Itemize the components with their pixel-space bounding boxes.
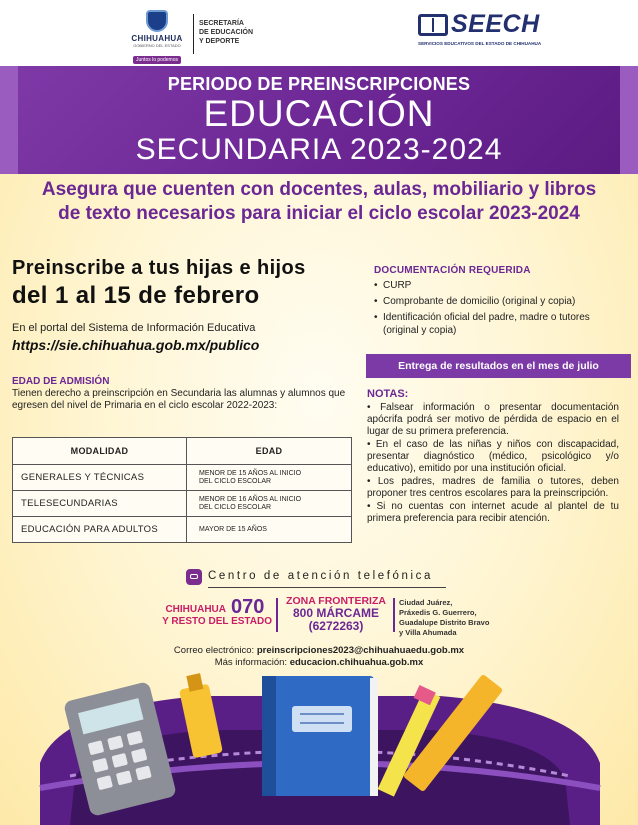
table-row xyxy=(13,491,352,517)
table-header-row xyxy=(13,438,352,465)
table-row xyxy=(13,517,352,543)
chihuahua-subtitle: GOBIERNO DEL ESTADO xyxy=(133,43,181,48)
list-item: • Identificación oficial del padre, madre o tutores (original y copia) xyxy=(374,311,624,337)
marcame-label: 800 MÁRCAME xyxy=(292,606,379,620)
notebook-spine xyxy=(262,676,276,796)
ciudad: Ciudad Juárez, xyxy=(399,598,453,607)
school-supplies-illustration xyxy=(0,668,638,825)
book-icon xyxy=(418,14,448,36)
ciudad: Guadalupe Distrito Bravo xyxy=(399,618,490,627)
modalidad-cell: EDUCACIÓN PARA ADULTOS xyxy=(13,517,187,543)
seech-name: SEECH xyxy=(451,10,540,38)
centro-underline xyxy=(208,587,446,588)
edad-text: Tienen derecho a preinscripción en Secundaria las alumnas y alumnos que egresen del nivel de Primaria en el ciclo escolar 2022-2023: xyxy=(12,388,346,411)
ciudades-list xyxy=(399,598,489,638)
secretaria-line2: DE EDUCACIÓN xyxy=(199,29,254,36)
edad-cell xyxy=(187,465,352,491)
header xyxy=(0,0,638,66)
divider xyxy=(393,598,395,632)
preinscribe-heading: Preinscribe a tus hijas e hijos xyxy=(12,257,306,279)
centro-title: Centro de atención telefónica xyxy=(208,570,434,582)
chihuahua-name: CHIHUAHUA xyxy=(131,34,183,43)
notebook-pages xyxy=(370,678,378,796)
phone-800 xyxy=(280,607,392,633)
documentacion-list xyxy=(374,279,624,340)
documentacion-title: DOCUMENTACIÓN REQUERIDA xyxy=(374,265,531,276)
edad-cell-line2: DEL CICLO ESCOLAR xyxy=(199,477,272,485)
phone-070: 070 xyxy=(231,596,265,618)
chihuahua-label: CHIHUAHUA xyxy=(165,604,226,615)
table-header: MODALIDAD xyxy=(13,438,187,465)
banner-period: PERIODO DE PREINSCRIPCIONES xyxy=(167,74,471,94)
edad-title: EDAD DE ADMISIÓN xyxy=(12,376,110,387)
edad-cell-line2: DEL CICLO ESCOLAR xyxy=(199,503,272,511)
shield-icon xyxy=(146,10,168,32)
ciudad: y Villa Ahumada xyxy=(399,628,457,637)
portal-url-link[interactable]: https://sie.chihuahua.gob.mx/publico xyxy=(12,337,260,353)
divider xyxy=(276,598,278,632)
ciudad: Práxedis G. Guerrero, xyxy=(399,608,477,617)
header-divider xyxy=(193,14,194,54)
notebook xyxy=(262,676,374,796)
admission-table xyxy=(12,437,352,543)
table-header: EDAD xyxy=(187,438,352,465)
resto-label: Y RESTO DEL ESTADO xyxy=(162,616,272,627)
title-banner xyxy=(0,66,638,174)
edad-cell-line1: MAYOR DE 15 AÑOS xyxy=(199,525,267,533)
notas-list xyxy=(367,402,619,526)
list-item: • Si no cuentas con internet acude al plantel de tu primera preferencia para recibir atención. xyxy=(367,501,619,524)
info-label: Más información: xyxy=(214,657,288,668)
notas-title: NOTAS: xyxy=(367,388,409,400)
zona-label: ZONA FRONTERIZA xyxy=(286,595,386,607)
website-link[interactable]: educacion.chihuahua.gob.mx xyxy=(289,657,424,668)
tagline xyxy=(20,178,618,226)
banner-education: EDUCACIÓN xyxy=(203,93,435,134)
list-item: • En el caso de las niñas y niños con discapacidad, presentar diagnóstico (médico, psicológico y/o educativo), emitido por una institución oficial. xyxy=(367,439,619,474)
notebook-label xyxy=(292,706,352,732)
chihuahua-logo xyxy=(124,10,190,63)
secretaria-line1: SECRETARÍA xyxy=(199,20,244,27)
banner-level: SECUNDARIA 2023-2024 xyxy=(135,133,503,166)
correo-label: Correo electrónico: xyxy=(173,645,255,656)
secretaria-text xyxy=(199,19,253,46)
entrega-banner: Entrega de resultados en el mes de julio xyxy=(366,354,631,378)
portal-text: En el portal del Sistema de Información Educativa xyxy=(12,322,256,334)
preinscribe-dates: del 1 al 15 de febrero xyxy=(12,282,260,309)
tagline-line1: Asegura que cuenten con docentes, aulas, mobiliario y libros xyxy=(41,179,597,200)
list-item: • Falsear información o presentar documentación apócrifa podrá ser motivo de pérdida de espacio en el lugar de su primera preferencia. xyxy=(367,402,619,437)
tagline-line2: de texto necesarios para iniciar el ciclo escolar 2023-2024 xyxy=(58,203,580,224)
list-item: • CURP xyxy=(374,279,624,292)
edad-cell-line1: MENOR DE 15 AÑOS AL INICIO xyxy=(199,469,302,477)
modalidad-cell: TELESECUNDARIAS xyxy=(13,491,187,517)
contact-info xyxy=(0,645,638,669)
table-row xyxy=(13,465,352,491)
phone-icon xyxy=(186,569,202,585)
seech-logo xyxy=(418,10,566,54)
chihuahua-slogan: Juntos lo podemos xyxy=(133,56,181,64)
edad-cell xyxy=(187,517,352,543)
marcame-number: (6272263) xyxy=(308,619,364,633)
edad-cell xyxy=(187,491,352,517)
modalidad-cell: GENERALES Y TÉCNICAS xyxy=(13,465,187,491)
seech-subtitle: SERVICIOS EDUCATIVOS DEL ESTADO DE CHIHUAHUA xyxy=(418,41,542,46)
list-item: • Comprobante de domicilio (original y copia) xyxy=(374,295,624,308)
edad-cell-line1: MENOR DE 16 AÑOS AL INICIO xyxy=(199,495,302,503)
list-item: • Los padres, madres de familia o tutores, deben proponer tres centros escolares para la preinscripción. xyxy=(367,476,619,499)
secretaria-line3: Y DEPORTE xyxy=(199,38,240,45)
email-link[interactable]: preinscripciones2023@chihuahuaedu.gob.mx xyxy=(256,645,465,656)
